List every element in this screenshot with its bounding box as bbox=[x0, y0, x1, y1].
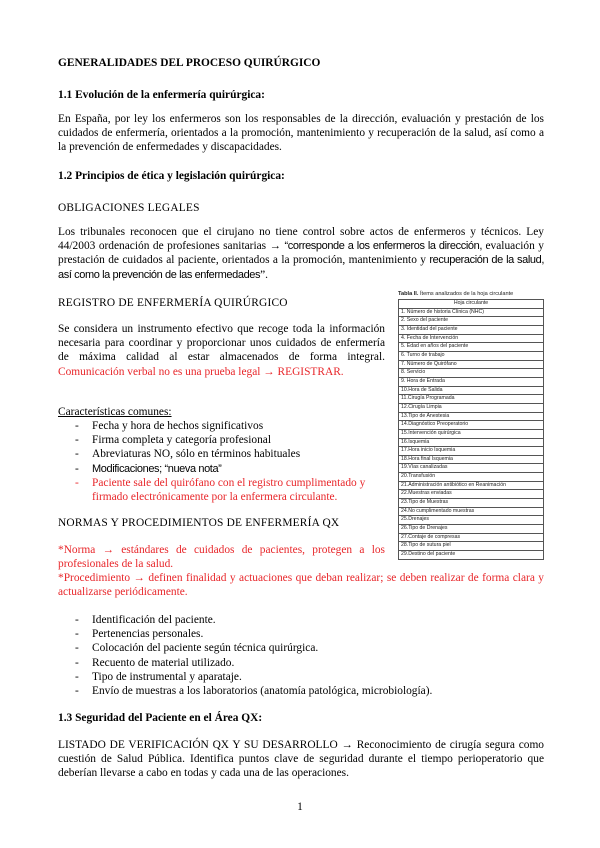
table-row: 3. Identidad del paciente bbox=[399, 325, 544, 334]
table-row: 15.Intervención quirúrgica bbox=[399, 429, 544, 438]
obligaciones-paragraph: Los tribunales reconocen que el cirujano no tiene control sobre actos de enfermeros y técnicos. Ley 44/2003 ordenación de profesiones sanitarias → “corresponde a los enfermeros la dirección, evaluación y prestación de cuidados al paciente, orientados a la promoción, mantenimiento y recuperación de la salud, así como la prevención de las enfermedades”. bbox=[58, 226, 544, 281]
section-1-2-heading: 1.2 Principios de ética y legislación quirúrgica: bbox=[58, 170, 285, 182]
table-row: 23.Tipo de Muestras bbox=[399, 499, 544, 508]
table-row: 29.Destino del paciente bbox=[399, 551, 544, 560]
table-row: 27.Contaje de compresas bbox=[399, 533, 544, 542]
table-row: 9. Hora de Entrada bbox=[399, 377, 544, 386]
list-item: - Modificaciones; “nueva nota” bbox=[75, 462, 222, 475]
table-row: 10.Hora de Salida bbox=[399, 386, 544, 395]
list-item: - Abreviaturas NO, sólo en términos habituales bbox=[75, 448, 301, 461]
norma-definition: *Norma → estándares de cuidados de pacientes, protegen a los profesionales de la salud. bbox=[58, 544, 385, 571]
section-1-3-heading: 1.3 Seguridad del Paciente en el Área QX: bbox=[58, 712, 263, 724]
table-row: 17.Hora inicio Isquemia bbox=[399, 447, 544, 456]
table-row: 6. Turno de trabajo bbox=[399, 351, 544, 360]
table-row: 12.Cirugía Limpia bbox=[399, 403, 544, 412]
list-item: - Pertenencias personales. bbox=[75, 628, 204, 641]
section-1-1-heading: 1.1 Evolución de la enfermería quirúrgica: bbox=[58, 89, 265, 101]
table-row: 4. Fecha de Intervención bbox=[399, 334, 544, 343]
law-quote-end: recuperación de la salud, así como la prevención de las enfermedades bbox=[58, 254, 544, 281]
section-1-3-paragraph: LISTADO DE VERIFICACIÓN QX Y SU DESARROLLO → Reconocimiento de cirugía segura como cuestión de Salud Pública. Identifica puntos clave de seguridad durante el tiempo perioperatorio que deberían llevarse a cabo en todas y cada una de las operaciones. bbox=[58, 739, 544, 780]
table-row: 14.Diagnóstico Preoperatorio bbox=[399, 421, 544, 430]
list-item: - Colocación del paciente según técnica quirúrgica. bbox=[75, 642, 319, 655]
caracteristicas-list bbox=[58, 419, 388, 504]
table-row: 18.Hora final Isquemia bbox=[399, 455, 544, 464]
procedimiento-definition: *Procedimiento → definen finalidad y actuaciones que deban realizar; se deben realizar de forma clara y actualizarse periódicamente. bbox=[58, 572, 544, 599]
obligaciones-title: OBLIGACIONES LEGALES bbox=[58, 202, 200, 214]
registro-warning: Comunicación verbal no es una prueba legal → REGISTRAR. bbox=[58, 365, 344, 378]
list-item: - Paciente sale del quirófano con el registro cumplimentado y firmado electrónicamente por la enfermera circulante. bbox=[75, 476, 366, 504]
table-row: 13.Tipo de Anestesia bbox=[399, 412, 544, 421]
table-row: 5. Edad en años del paciente bbox=[399, 343, 544, 352]
table-row: 1. Número de historia Clínica (NHC) bbox=[399, 308, 544, 317]
table-row: 19.Vías canalizadas bbox=[399, 464, 544, 473]
table-row: 8. Servicio bbox=[399, 369, 544, 378]
registro-title: REGISTRO DE ENFERMERÍA QUIRÚRGICO bbox=[58, 297, 288, 309]
list-item: - Envío de muestras a los laboratorios (anatomía patológica, microbiología). bbox=[75, 685, 433, 698]
table-row: 24.No cumplimentado muestras bbox=[399, 507, 544, 516]
table-row: 21.Administración antibiótico en Reanimación bbox=[399, 481, 544, 490]
arrow-icon: → bbox=[269, 240, 281, 253]
caracteristicas-title: Características comunes: bbox=[58, 406, 172, 418]
page-title: GENERALIDADES DEL PROCESO QUIRÚRGICO bbox=[58, 57, 321, 69]
table-header: Hoja circulante bbox=[399, 300, 544, 309]
table-row: 11.Cirugía Programada bbox=[399, 395, 544, 404]
table-row: 16.Isquemia bbox=[399, 438, 544, 447]
table-row: 26.Tipo de Drenajes bbox=[399, 525, 544, 534]
list-item: - Tipo de instrumental y aparataje. bbox=[75, 670, 242, 683]
table-row: 20.Transfusión bbox=[399, 473, 544, 482]
hoja-circulante-table bbox=[398, 290, 544, 560]
list-item: - Identificación del paciente. bbox=[75, 614, 216, 626]
table-row: 25.Drenajes bbox=[399, 516, 544, 525]
list-item: - Recuento de material utilizado. bbox=[75, 656, 235, 669]
registro-paragraph: Se considera un instrumento efectivo que recoge toda la información necesaria para coordinar y proporcionar unos cuidados de enfermería de máxima calidad al estar almacenados de forma integral. Comunicación verbal no es una prueba legal → REGISTRAR. bbox=[58, 323, 385, 378]
page-number: 1 bbox=[297, 801, 303, 813]
table-row: 22.Muestras enviadas bbox=[399, 490, 544, 499]
table-caption: Tabla II. Ítems analizados de la hoja circulante bbox=[398, 291, 514, 297]
list-item: - Firma completa y categoría profesional bbox=[75, 434, 272, 447]
table-row: 7. Número de Quirófano bbox=[399, 360, 544, 369]
table-row: 28.Tipo de sutura piel bbox=[399, 542, 544, 551]
section-1-1-paragraph: En España, por ley los enfermeros son los responsables de la dirección, evaluación y prestación de los cuidados de enfermería, orientados a la promoción, mantenimiento y recuperación de la salud, así como a la prevención de enfermedades y discapacidades. bbox=[58, 113, 544, 154]
table-row: 2. Sexo del paciente bbox=[399, 317, 544, 326]
law-quote: “corresponde a los enfermeros la dirección, bbox=[284, 240, 482, 253]
procedimientos-list bbox=[58, 613, 544, 698]
list-item: - Fecha y hora de hechos significativos bbox=[75, 420, 264, 432]
normas-title: NORMAS Y PROCEDIMIENTOS DE ENFERMERÍA QX bbox=[58, 517, 340, 529]
